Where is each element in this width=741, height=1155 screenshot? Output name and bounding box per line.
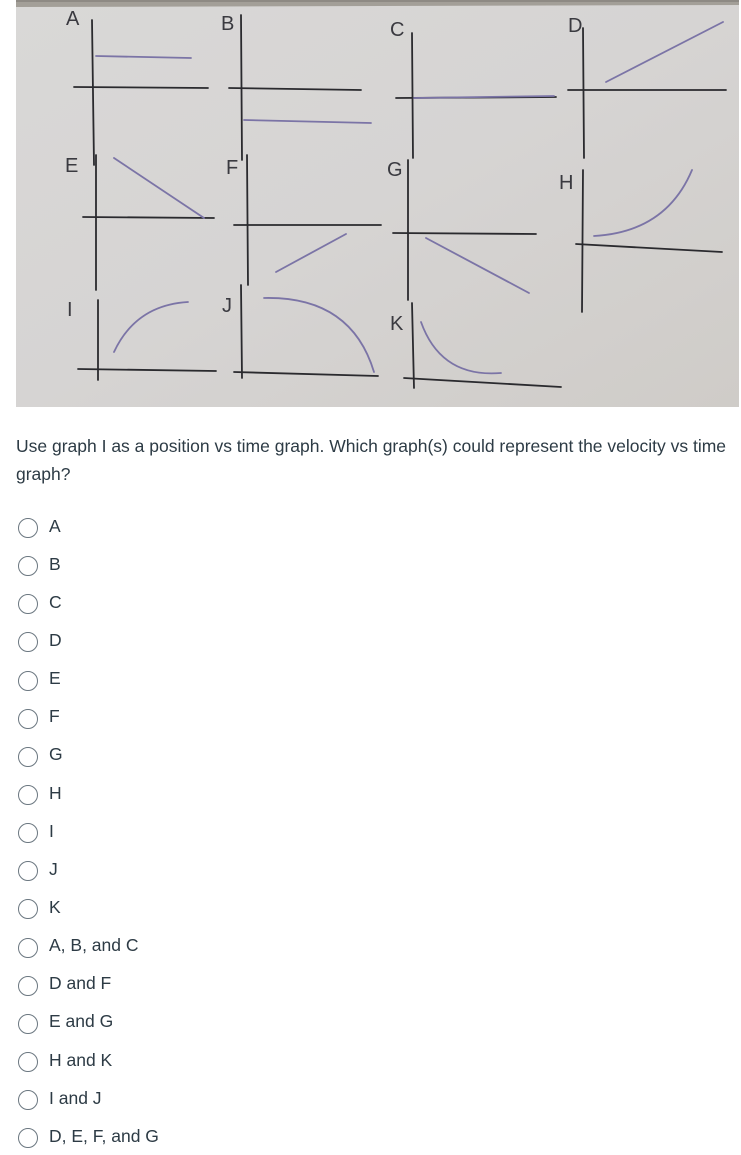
option-g[interactable] (18, 736, 159, 774)
option-h-k[interactable] (18, 1041, 159, 1079)
radio-button[interactable] (18, 594, 38, 614)
option-label: D (49, 629, 62, 650)
option-label: D, E, F, and G (49, 1125, 159, 1146)
option-c[interactable] (18, 583, 159, 621)
option-label: I (49, 820, 54, 841)
radio-button[interactable] (18, 1014, 38, 1034)
radio-button[interactable] (18, 556, 38, 576)
option-d[interactable] (18, 621, 159, 659)
graph-h-y-axis (582, 170, 583, 312)
option-label: E and G (49, 1011, 114, 1032)
graph-label-d: D (568, 15, 583, 37)
option-f[interactable] (18, 698, 159, 736)
question-text: Use graph I as a position vs time graph. Which graph(s) could represent the velocity vs time graph? (16, 436, 727, 484)
graph-g-x-axis (393, 233, 536, 234)
option-label: E (49, 668, 61, 689)
option-i-j[interactable] (18, 1079, 159, 1117)
option-label: B (49, 553, 61, 574)
option-label: K (49, 896, 61, 917)
graph-a-x-axis (74, 87, 208, 88)
whiteboard-photo (16, 0, 739, 407)
graph-d-y-axis (583, 28, 584, 158)
option-label: D and F (49, 973, 112, 994)
graph-label-a: A (66, 8, 80, 30)
radio-button[interactable] (18, 671, 38, 691)
radio-button[interactable] (18, 861, 38, 881)
option-label: G (49, 744, 63, 765)
radio-button[interactable] (18, 785, 38, 805)
radio-button[interactable] (18, 976, 38, 996)
radio-button[interactable] (18, 709, 38, 729)
option-e[interactable] (18, 660, 159, 698)
option-label: H and K (49, 1049, 113, 1070)
option-d-f[interactable] (18, 965, 159, 1003)
option-a[interactable] (18, 507, 159, 545)
graph-label-k: K (390, 313, 404, 335)
option-a-b-c[interactable] (18, 927, 159, 965)
option-h[interactable] (18, 774, 159, 812)
option-b[interactable] (18, 545, 159, 583)
option-e-g[interactable] (18, 1003, 159, 1041)
radio-button[interactable] (18, 899, 38, 919)
graph-label-h: H (559, 172, 574, 194)
radio-button[interactable] (18, 1090, 38, 1110)
option-label: I and J (49, 1087, 102, 1108)
option-label: F (49, 706, 60, 727)
option-label: J (49, 858, 58, 879)
graph-label-g: G (387, 159, 403, 181)
option-label: A, B, and C (49, 935, 139, 956)
option-label: H (49, 782, 62, 803)
graph-label-b: B (221, 13, 235, 35)
radio-button[interactable] (18, 938, 38, 958)
radio-button[interactable] (18, 823, 38, 843)
answer-options (18, 507, 159, 1155)
option-label: C (49, 591, 62, 612)
graph-label-j: J (222, 295, 232, 317)
graph-label-c: C (390, 19, 405, 41)
option-label: A (49, 515, 61, 536)
radio-button[interactable] (18, 632, 38, 652)
radio-button[interactable] (18, 1052, 38, 1072)
graph-j-y-axis (241, 285, 242, 378)
option-i[interactable] (18, 812, 159, 850)
graph-label-e: E (65, 155, 79, 177)
graph-e-x-axis (83, 217, 214, 218)
graph-c-y-axis (412, 33, 413, 158)
radio-button[interactable] (18, 518, 38, 538)
option-d-e-f-g[interactable] (18, 1117, 159, 1155)
radio-button[interactable] (18, 1128, 38, 1148)
radio-button[interactable] (18, 747, 38, 767)
option-j[interactable] (18, 850, 159, 888)
board-frame-edge (16, 0, 739, 2)
graph-f-y-axis (247, 155, 248, 285)
board-frame (16, 2, 739, 4)
graph-label-f: F (226, 157, 239, 179)
whiteboard-surface (16, 0, 739, 407)
option-k[interactable] (18, 888, 159, 926)
graph-label-i: I (67, 299, 73, 321)
